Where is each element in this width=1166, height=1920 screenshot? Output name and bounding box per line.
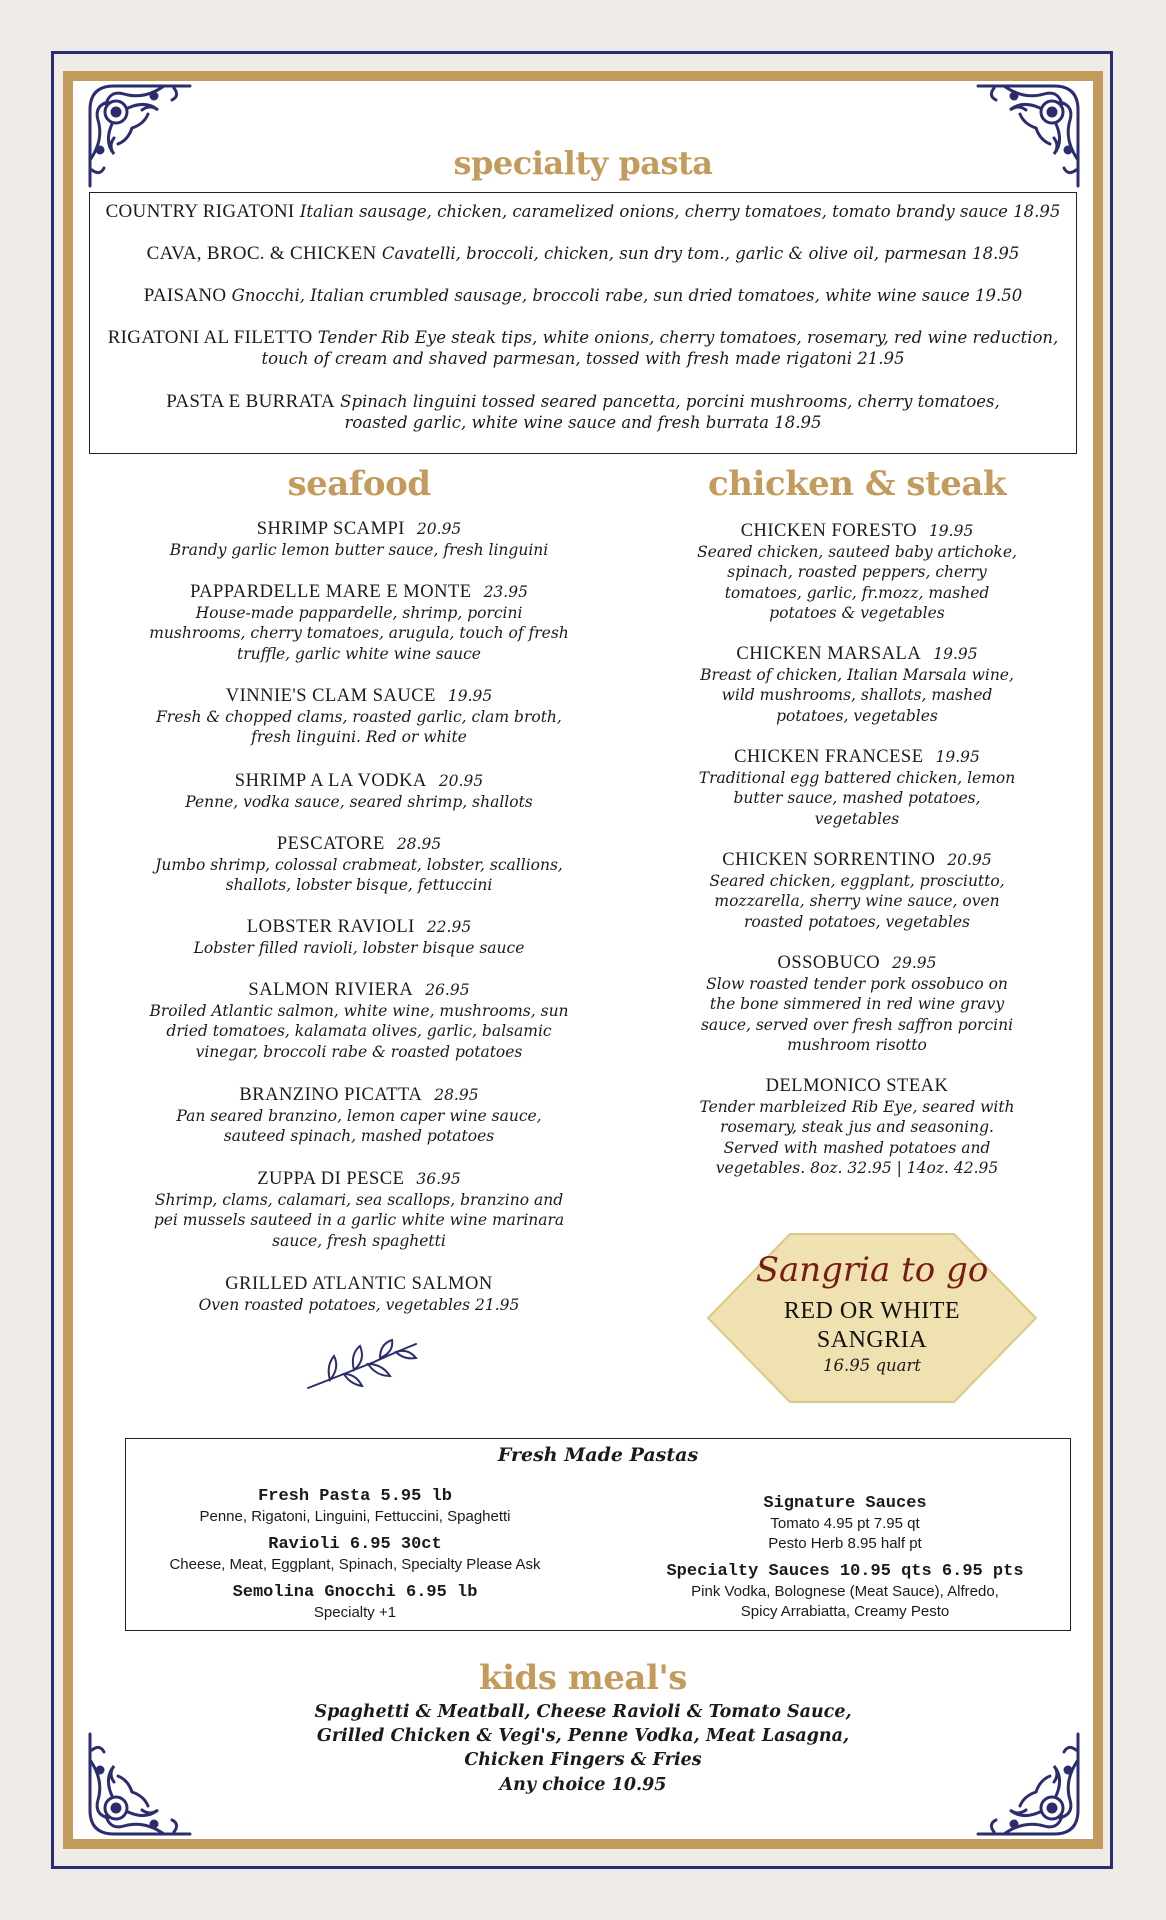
- item-price: 19.95: [933, 645, 978, 663]
- item-desc: tomatoes, garlic, fr.mozz, mashed: [724, 583, 990, 602]
- specialty-item: [100, 285, 1066, 306]
- specialty-item: [100, 327, 1066, 369]
- fresh-item-sub: Specialty +1: [313, 1604, 397, 1621]
- item-desc: Traditional egg battered chicken, lemon: [698, 768, 1016, 787]
- item-desc: mushroom risotto: [787, 1036, 927, 1054]
- item-name: PAISANO: [143, 285, 227, 306]
- seafood-item: [132, 1274, 586, 1315]
- item-name: COUNTRY RIGATONI: [105, 201, 295, 222]
- fresh-item-sub: Cheese, Meat, Eggplant, Spinach, Specialty Please Ask: [169, 1556, 541, 1573]
- seafood-item: [132, 834, 586, 896]
- item-desc: Fresh & chopped clams, roasted garlic, clam broth,: [156, 707, 562, 726]
- seafood-item: [132, 980, 586, 1062]
- sangria-line: SANGRIA: [816, 1327, 928, 1353]
- item-desc: Brandy garlic lemon butter sauce, fresh linguini: [169, 540, 549, 559]
- item-desc: mozzarella, sherry wine sauce, oven: [714, 892, 1000, 910]
- item-desc: mushrooms, cherry tomatoes, arugula, touch of fresh: [149, 624, 569, 642]
- item-price: 20.95: [416, 520, 462, 538]
- fresh-item-head: Signature Sauces: [763, 1494, 927, 1513]
- item-desc: shallots, lobster bisque, fettuccini: [225, 876, 493, 894]
- item-desc: dried tomatoes, kalamata olives, garlic, balsamic: [166, 1022, 552, 1040]
- item-name: BRANZINO PICATTA: [239, 1085, 423, 1105]
- kids-line: Spaghetti & Meatball, Cheese Ravioli & Tomato Sauce,: [314, 1702, 852, 1722]
- sangria-price: 16.95 quart: [822, 1356, 922, 1375]
- kids-meal-heading: kids meal's: [479, 1658, 687, 1698]
- item-name: PESCATORE: [276, 834, 385, 854]
- item-desc: Oven roasted potatoes, vegetables 21.95: [198, 1295, 520, 1314]
- item-desc: pei mussels sauteed in a garlic white wine marinara: [153, 1211, 565, 1229]
- kids-line: Any choice 10.95: [499, 1775, 667, 1795]
- fresh-item-head: Specialty Sauces 10.95 qts 6.95 pts: [666, 1562, 1024, 1581]
- item-desc: Slow roasted tender pork ossobuco on: [706, 974, 1008, 993]
- item-name: LOBSTER RAVIOLI: [246, 917, 415, 937]
- chicken-steak-item: [684, 953, 1030, 1056]
- item-desc: Penne, vodka sauce, seared shrimp, shallots: [185, 792, 533, 811]
- item-name: CHICKEN FRANCESE: [734, 747, 924, 767]
- item-name: PASTA E BURRATA: [166, 391, 335, 412]
- sangria-line: RED OR WHITE: [783, 1298, 961, 1324]
- chicken-steak-item: [684, 850, 1030, 932]
- scroll-ornament-icon: [84, 80, 196, 192]
- seafood-item: [132, 582, 586, 664]
- item-desc: Jumbo shrimp, colossal crabmeat, lobster, scallions,: [155, 855, 563, 874]
- leaf-branch-icon: [304, 1336, 420, 1396]
- item-desc: butter sauce, mashed potatoes,: [733, 789, 981, 807]
- item-desc: fresh linguini. Red or white: [251, 728, 467, 746]
- item-desc: Shrimp, clams, calamari, sea scallops, branzino and: [154, 1190, 564, 1209]
- seafood-item: [132, 771, 586, 812]
- fresh-item-sub: Pesto Herb 8.95 half pt: [768, 1535, 922, 1552]
- item-desc: Tender marbleized Rib Eye, seared with: [699, 1097, 1015, 1116]
- item-desc: rosemary, steak jus and seasoning.: [720, 1118, 994, 1136]
- item-name: CAVA, BROC. & CHICKEN: [146, 243, 377, 264]
- item-name: PAPPARDELLE MARE E MONTE: [190, 582, 472, 602]
- item-name: SALMON RIVIERA: [248, 980, 414, 1000]
- item-desc: potatoes & vegetables: [769, 604, 945, 622]
- item-desc: Cavatelli, broccoli, chicken, sun dry tom., garlic & olive oil, parmesan 18.95: [381, 244, 1020, 263]
- seafood-item: [132, 917, 586, 958]
- item-price: 29.95: [892, 954, 937, 972]
- item-name: RIGATONI AL FILETTO: [107, 327, 313, 348]
- item-desc: Seared chicken, sauteed baby artichoke,: [697, 542, 1017, 561]
- kids-line: Grilled Chicken & Vegi's, Penne Vodka, Meat Lasagna,: [316, 1726, 850, 1746]
- chicken-steak-item: [684, 644, 1030, 726]
- item-desc: potatoes, vegetables: [776, 706, 938, 725]
- item-price: 22.95: [426, 918, 472, 936]
- fresh-item-head: Semolina Gnocchi 6.95 lb: [232, 1583, 478, 1602]
- item-name: DELMONICO STEAK: [765, 1076, 949, 1096]
- fresh-pastas-title: Fresh Made Pastas: [497, 1444, 699, 1466]
- fresh-item-sub: Penne, Rigatoni, Linguini, Fettuccini, Spaghetti: [199, 1508, 511, 1525]
- item-desc: vinegar, broccoli rabe & roasted potatoes: [195, 1042, 523, 1061]
- item-desc: Lobster filled ravioli, lobster bisque sauce: [193, 938, 525, 957]
- fresh-item-sub: Spicy Arrabiatta, Creamy Pesto: [740, 1603, 950, 1620]
- chicken-steak-item: [684, 1076, 1030, 1179]
- specialty-item: [100, 391, 1066, 433]
- item-name: OSSOBUCO: [777, 953, 881, 973]
- chicken-steak-heading: chicken & steak: [708, 464, 1006, 504]
- item-price: 19.95: [935, 748, 980, 766]
- fresh-item-sub: Tomato 4.95 pt 7.95 qt: [770, 1515, 920, 1532]
- item-desc: the bone simmered in red wine gravy: [709, 995, 1005, 1013]
- item-name: ZUPPA DI PESCE: [257, 1169, 405, 1189]
- chicken-steak-item: [684, 747, 1030, 829]
- item-desc: vegetables: [814, 809, 900, 828]
- item-price: 28.95: [434, 1086, 479, 1104]
- item-desc: sauce, fresh spaghetti: [272, 1231, 446, 1250]
- item-desc: wild mushrooms, shallots, mashed: [721, 686, 993, 704]
- item-desc: Italian sausage, chicken, caramelized onions, cherry tomatoes, tomato brandy sauce 18.95: [299, 202, 1061, 221]
- item-name: GRILLED ATLANTIC SALMON: [225, 1274, 493, 1294]
- seafood-item: [132, 686, 586, 748]
- kids-line: Chicken Fingers & Fries: [464, 1750, 702, 1770]
- item-desc: Tender Rib Eye steak tips, white onions, cherry tomatoes, rosemary, red wine reduction,: [317, 328, 1059, 347]
- specialty-item: [100, 243, 1066, 264]
- item-desc: Gnocchi, Italian crumbled sausage, broccoli rabe, sun dried tomatoes, white wine sauce 19.50: [231, 286, 1023, 305]
- sangria-badge: [706, 1232, 1038, 1404]
- seafood-item: [132, 1169, 586, 1251]
- item-desc: truffle, garlic white wine sauce: [237, 644, 481, 663]
- item-desc: roasted potatoes, vegetables: [744, 912, 970, 931]
- item-desc: Spinach linguini tossed seared pancetta, porcini mushrooms, cherry tomatoes,: [340, 392, 1000, 411]
- item-name: CHICKEN FORESTO: [740, 521, 917, 541]
- fresh-item-head: Ravioli 6.95 30ct: [268, 1535, 442, 1554]
- item-price: 26.95: [425, 981, 470, 999]
- item-desc: sauteed spinach, mashed potatoes: [223, 1127, 495, 1145]
- item-name: SHRIMP A LA VODKA: [234, 771, 427, 791]
- chicken-steak-item: [684, 521, 1030, 624]
- item-price: 20.95: [438, 772, 484, 790]
- scroll-ornament-icon: [972, 1728, 1084, 1840]
- item-name: SHRIMP SCAMPI: [256, 519, 405, 539]
- item-price: 20.95: [947, 851, 992, 869]
- item-price: 36.95: [416, 1170, 461, 1188]
- item-price: 28.95: [396, 835, 442, 853]
- fresh-item-head: Fresh Pasta 5.95 lb: [258, 1487, 452, 1506]
- item-desc: sauce, served over fresh saffron porcini: [700, 1015, 1014, 1034]
- specialty-item: [100, 201, 1066, 222]
- scroll-ornament-icon: [972, 80, 1084, 192]
- seafood-heading: seafood: [287, 464, 431, 504]
- seafood-item: [132, 519, 586, 560]
- item-desc: Pan seared branzino, lemon caper wine sauce,: [176, 1106, 542, 1125]
- item-desc: Broiled Atlantic salmon, white wine, mushrooms, sun: [149, 1001, 569, 1020]
- item-desc: House-made pappardelle, shrimp, porcini: [195, 603, 523, 622]
- item-price: 19.95: [447, 687, 493, 705]
- item-desc-cont: touch of cream and shaved parmesan, tossed with fresh made rigatoni 21.95: [261, 349, 905, 368]
- sangria-title: Sangria to go: [755, 1250, 989, 1290]
- item-name: CHICKEN SORRENTINO: [722, 850, 936, 870]
- seafood-item: [132, 1085, 586, 1147]
- item-name: VINNIE'S CLAM SAUCE: [225, 686, 436, 706]
- fresh-item-sub: Pink Vodka, Bolognese (Meat Sauce), Alfredo,: [691, 1583, 999, 1600]
- item-desc: spinach, roasted peppers, cherry: [727, 563, 987, 581]
- item-price: 23.95: [483, 583, 528, 601]
- item-desc: Breast of chicken, Italian Marsala wine,: [700, 665, 1014, 684]
- item-desc: Seared chicken, eggplant, prosciutto,: [709, 871, 1005, 890]
- specialty-pasta-heading: specialty pasta: [453, 144, 713, 182]
- item-desc-cont: roasted garlic, white wine sauce and fresh burrata 18.95: [344, 413, 822, 432]
- scroll-ornament-icon: [84, 1728, 196, 1840]
- item-desc: Served with mashed potatoes and: [723, 1138, 991, 1157]
- item-name: CHICKEN MARSALA: [736, 644, 922, 664]
- item-price: 19.95: [928, 522, 974, 540]
- item-desc: vegetables. 8oz. 32.95 | 14oz. 42.95: [715, 1159, 999, 1177]
